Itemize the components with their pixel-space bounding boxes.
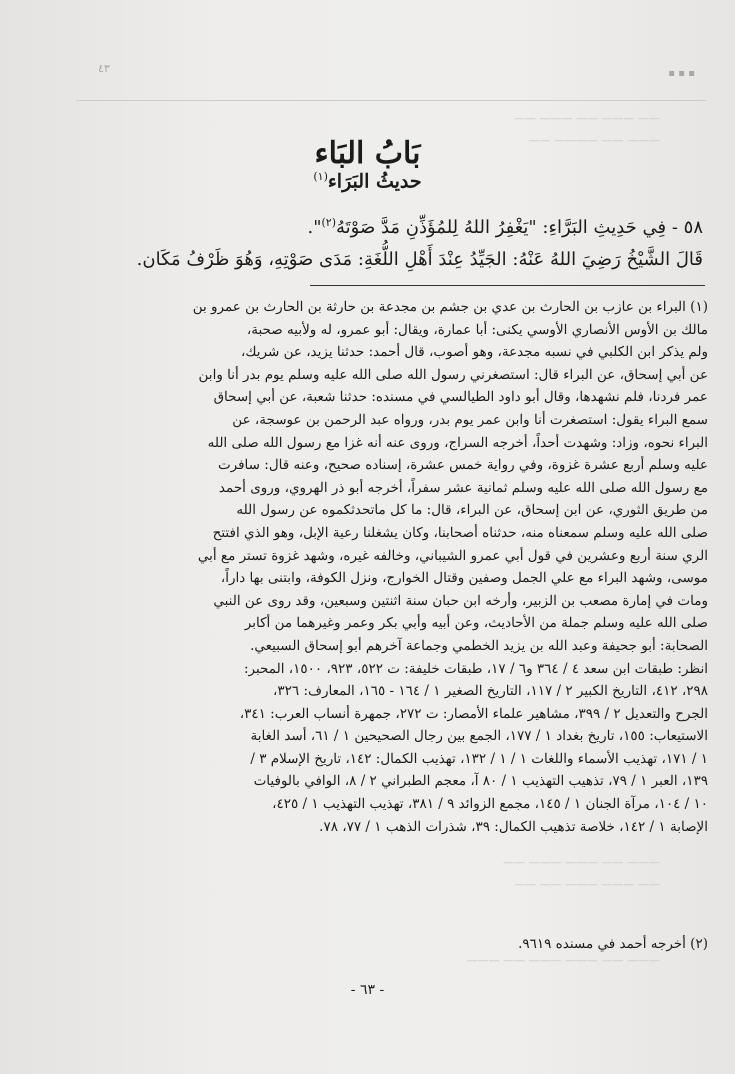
- footnote-line: عمر فردنا، فلم نشهدها، وقال أبو داود الطيالسي في مسنده: حدثنا شعبة، عن أبي إسحاق: [213, 389, 708, 406]
- hadith-line: [80, 207, 703, 244]
- footnote-ref-line: انظر: طبقات ابن سعد ٤ / ٣٦٤ و٦ / ١٧، طبقات خليفة: ت ٥٢٢، ٩٢٣، ١٥٠٠، المحبر:: [243, 660, 708, 677]
- bleed-through-text: ——— —— ——— ——— —— ———: [466, 954, 660, 967]
- footnote-line: الري سنة أربع وعشرين في قول أبي عمرو الشيباني، وخالفه غيره، وشهد غزوة تستر مع أبي: [197, 547, 708, 564]
- footnote-2: (٢) أخرجه أحمد في مسنده ٩٦١٩.: [518, 936, 708, 952]
- hadith-text: [80, 207, 703, 276]
- bleed-through-text: ٤٣: [98, 62, 110, 75]
- hadith-line-text: ٥٨ - فِي حَدِيثِ البَرَّاءِ: "يَغْفِرُ اللهُ لِلمُؤَذِّنِ مَدَّ صَوْتَهُ: [336, 217, 703, 238]
- section-title-text: حديثُ البَرَاء: [327, 170, 422, 193]
- bleed-through-text: ▪ ▪ ▪: [668, 68, 695, 79]
- footnote-line: من طريق الثوري، عن ابن إسحاق، عن البراء، قال: ما كل ماتحدثكموه عن رسول الله: [236, 502, 708, 519]
- footnote-ref-line: ١٠ / ١٠٤، مرآة الجنان ١ / ١٤٥، مجمع الزوائد ٩ / ٣٨١، تهذيب التهذيب ١ / ٤٢٥،: [272, 796, 708, 813]
- footnote-line: مع رسول الله صلى الله عليه وسلم ثمانية عشر سفراً، أخرجه أبو ذر الهروي، وروى أحمد: [218, 479, 708, 496]
- footnote-line: مالك بن الأوس الأنصاري الأوسي يكنى: أبا عمارة، ويقال: أبو عمرو، له ولأبيه صحبة،: [246, 321, 708, 338]
- footnote-marker: (١): [313, 170, 328, 183]
- section-title: [0, 170, 735, 192]
- hadith-line-end: ".: [307, 217, 322, 238]
- bleed-through-text: ——— —— ———— ——: [528, 134, 660, 147]
- footnote-line: عن أبي إسحاق، عن البراء قال: استصغرني رسول الله صلى الله عليه وسلم يوم بدر أنا وابن: [198, 366, 708, 383]
- footnote-line: صلى الله عليه وسلم جملة من الأحاديث، وعن أبيه وأبي بكر وعمر وغيرهما من أكابر: [244, 615, 708, 632]
- footnote-line: ومات في إمارة مصعب بن الزبير، وأرخه ابن حبان سنة اثنتين وسبعين، وقد روى عن النبي: [213, 592, 708, 609]
- footnote-line: الصحابة: أبو جحيفة وعبد الله بن يزيد الخطمي وجماعة آخرهم أبو إسحاق السبيعي.: [250, 637, 708, 654]
- footnote-line: عليه وسلم أربع عشرة غزوة، وفي رواية خمس عشرة، إسناده صحيح، وعنه قال: سافرت: [217, 457, 708, 474]
- page-number: - ٦٣ -: [350, 982, 385, 998]
- footnote-line: صلى الله عليه وسلم سمعناه منه، حدثناه أصحابنا، وكان يشغلنا رعية الإبل، وهو الذي افتتح: [212, 524, 708, 541]
- footnote-ref-line: ١ / ١٧١، تهذيب الأسماء واللغات ١ / ١ / ١٣٢، تهذيب الكمال: ١٤٢، تاريخ الإسلام ٣ /: [250, 750, 708, 767]
- bleed-through-text: —— ——— —— ——— ——: [514, 112, 660, 125]
- footnote-marker: (٢): [321, 216, 336, 229]
- chapter-title: بَابُ البَاء: [314, 136, 421, 171]
- footnote-line: ولم يذكر ابن الكلبي في نسبه مجدعة، وهو أصوب، قال أحمد: حدثنا يزيد، عن شريك،: [241, 344, 708, 361]
- footnote-ref-line: الإصابة ١ / ١٤٢، خلاصة تذهيب الكمال: ٣٩، شذرات الذهب ١ / ٧٧، ٧٨.: [319, 818, 708, 835]
- footnote-line: سمع البراء يقول: استصغرت أنا وابن عمر يوم بدر، ورواه عبد الرحمن بن عوسجة، عن: [232, 411, 708, 428]
- footnote-ref-line: الاستيعاب: ١٥٥، تاريخ بغداد ١ / ١٧٧، الجمع بين رجال الصحيحين ١ / ٦١، أسد الغابة: [250, 728, 708, 745]
- footnote-line: موسى، وشهد البراء مع علي الجمل وصفين وقتال الخوارج، ونزل الكوفة، وابتنى بها داراً،: [220, 570, 708, 587]
- divider: [76, 100, 706, 101]
- footnote-ref-line: ١٣٩، العبر ١ / ٧٩، تذهيب التهذيب ١ / ٨٠ آ، معجم الطبراني ٢ / ٨، الوافي بالوفيات: [253, 773, 708, 790]
- bleed-through-text: —— ——— ——— —— ——: [514, 878, 660, 891]
- footnote-ref-line: ٢٩٨، ٤١٢، التاريخ الكبير ٢ / ١١٧، التاريخ الصغير ١ / ١٦٤ - ١٦٥، المعارف: ٣٢٦،: [273, 683, 708, 700]
- footnote-ref-line: الجرح والتعديل ٢ / ٣٩٩، مشاهير علماء الأمصار: ت ٢٧٢، جمهرة أنساب العرب: ٣٤١،: [239, 705, 708, 722]
- bleed-through-text: ——— —— ——— ——— ——: [503, 856, 660, 869]
- footnote-line: البراء نحوه، وزاد: وشهدت أحداً، أخرجه السراج، وروى عنه أنه غزا مع رسول الله صلى الله: [207, 434, 708, 451]
- hadith-commentary: قَالَ الشَّيْخُ رَضِيَ اللهُ عَنْهُ: الجَيِّدُ عِنْدَ أَهْلِ اللُّغَةِ: مَدَى صَوْتِهِ، وَهُوَ ظَرْفُ مَكَان.: [136, 249, 703, 270]
- footnotes: [76, 296, 708, 838]
- footnote-separator: [310, 285, 705, 286]
- footnote-line: (١) البراء بن عازب بن الحارث بن عدي بن جشم بن مجدعة بن حارثة بن الحارث بن عمرو بن: [192, 299, 708, 315]
